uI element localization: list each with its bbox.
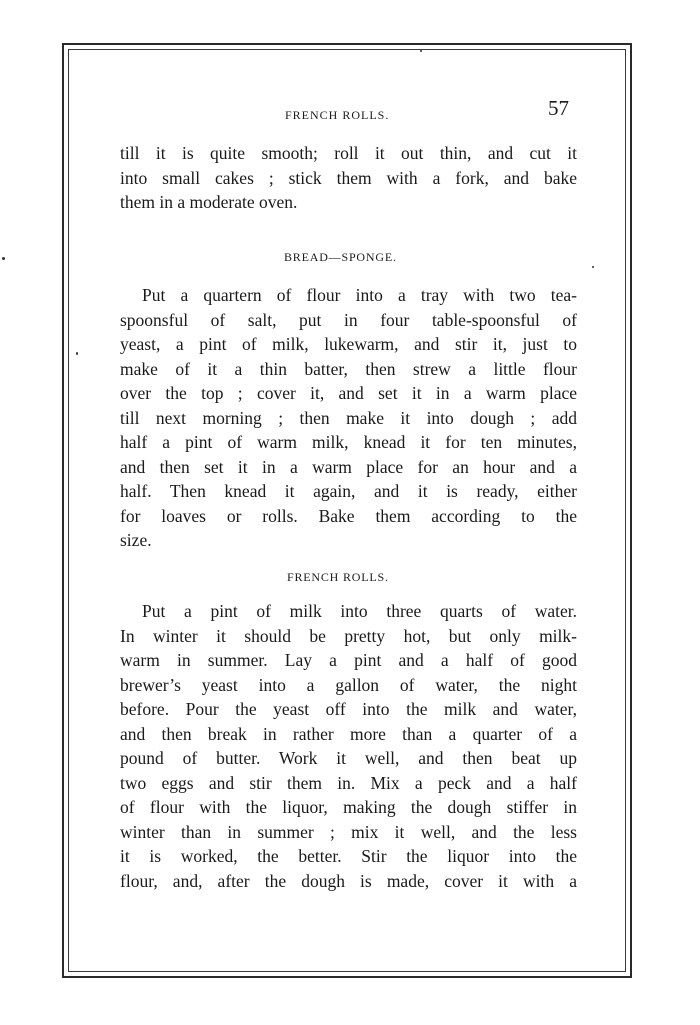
text-line: brewer’s yeast into a gallon of water, the night	[120, 674, 577, 695]
continuation-paragraph	[120, 141, 577, 215]
text-line: till next morning ; then make it into dough ; add	[120, 407, 577, 428]
text-line: for loaves or rolls. Bake them according to the	[120, 505, 577, 526]
ink-speck	[420, 50, 422, 52]
text-line: Put a quartern of flour into a tray with two tea-	[142, 285, 577, 305]
running-head: FRENCH ROLLS.	[285, 108, 390, 122]
text-line: In winter it should be pretty hot, but only milk-	[120, 625, 577, 646]
text-line: half. Then knead it again, and it is ready, either	[120, 481, 577, 501]
text-line: and then set it in a warm place for an hour and a	[120, 456, 577, 477]
text-line: two eggs and stir them in. Mix a peck and a half	[120, 772, 577, 793]
section-heading-french-rolls: FRENCH ROLLS.	[287, 570, 389, 584]
ink-speck	[76, 352, 78, 355]
text-line: them in a moderate oven.	[120, 192, 298, 212]
text-line: into small cakes ; stick them with a fork, and bake	[120, 167, 577, 188]
bread-sponge-paragraph	[120, 283, 577, 553]
text-line: size.	[120, 530, 152, 550]
text-line: yeast, a pint of milk, lukewarm, and stir it, just to	[120, 334, 577, 354]
section-heading-bread-sponge: BREAD—SPONGE.	[284, 250, 397, 264]
text-line: of flour with the liquor, making the dough stiffer in	[120, 797, 577, 817]
ink-speck	[2, 257, 5, 260]
text-line: spoonsful of salt, put in four table-spoonsful of	[120, 309, 577, 330]
text-line: make of it a thin batter, then strew a little flour	[120, 358, 577, 379]
ink-speck	[592, 266, 594, 268]
text-line: warm in summer. Lay a pint and a half of good	[120, 650, 577, 670]
text-line: half a pint of warm milk, knead it for ten minutes,	[120, 432, 577, 452]
text-line: flour, and, after the dough is made, cover it with a	[120, 870, 577, 891]
text-line: before. Pour the yeast off into the milk and water,	[120, 699, 577, 719]
text-line: it is worked, the better. Stir the liquor into the	[120, 846, 577, 866]
text-line: winter than in summer ; mix it well, and the less	[120, 821, 577, 842]
text-line: Put a pint of milk into three quarts of water.	[142, 601, 577, 621]
text-line: over the top ; cover it, and set it in a warm place	[120, 383, 577, 403]
page-number: 57	[548, 96, 569, 120]
text-line: till it is quite smooth; roll it out thin, and cut it	[120, 143, 577, 163]
french-rolls-paragraph	[120, 599, 577, 893]
text-line: pound of butter. Work it well, and then beat up	[120, 748, 577, 768]
text-line: and then break in rather more than a quarter of a	[120, 723, 577, 744]
